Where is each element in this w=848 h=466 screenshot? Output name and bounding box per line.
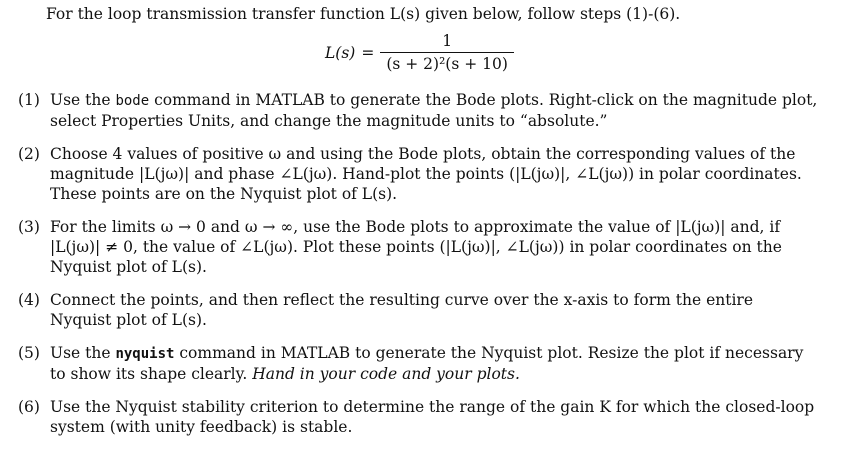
code-bode: bode (115, 93, 150, 109)
equation-fraction (380, 32, 514, 73)
step-label: (1) (18, 91, 40, 109)
equation-equals: = (361, 43, 375, 62)
step-text: Use the (50, 91, 116, 109)
step-text: Choose 4 values of positive ω and using the Bode plots, obtain the corresponding values of the magnitude |L(jω)| and phase ∠L(jω). Hand-plot the points (|L(jω)|, ∠L(jω)) in polar coordinates. These points are on the Nyquist plot of L(s). (50, 145, 802, 203)
equation-lhs: L(s) (325, 43, 356, 62)
steps-list (18, 90, 818, 450)
step-2 (18, 144, 818, 204)
step-text: For the limits ω → 0 and ω → ∞, use the Bode plots to approximate the value of |L(jω)| and, if |L(jω)| ≠ 0, the value of ∠L(jω). Plot these points (|L(jω)|, ∠L(jω)) in polar coordinates on the Nyquist plot of L(s). (50, 218, 782, 276)
step-label: (2) (18, 145, 40, 163)
transfer-function-equation (325, 32, 514, 73)
step-6 (18, 397, 818, 437)
step-label: (4) (18, 291, 40, 309)
step-label: (6) (18, 398, 40, 416)
step-4 (18, 290, 818, 330)
step-text-cont: command in MATLAB to generate the Bode plots. Right-click on the magnitude plot, select Properties Units, and change the magnitude units to “absolute.” (50, 91, 818, 130)
step-1 (18, 90, 818, 131)
intro-text: For the loop transmission transfer function L(s) given below, follow steps (1)-(6). (46, 5, 681, 23)
equation-numerator: 1 (442, 32, 453, 50)
step-label: (3) (18, 218, 40, 236)
step-text: Use the Nyquist stability criterion to determine the range of the gain K for which the closed-loop system (with unity feedback) is stable. (50, 398, 815, 436)
code-nyquist: nyquist (115, 346, 175, 362)
step-text: Use the (50, 344, 116, 362)
step-text: Connect the points, and then reflect the resulting curve over the x-axis to form the entire Nyquist plot of L(s). (50, 291, 754, 329)
step-text-cont: command in MATLAB to generate the Nyquist plot. Resize the plot if necessary to show its shape clearly. (50, 344, 804, 383)
step-3 (18, 217, 818, 277)
step-label: (5) (18, 344, 40, 362)
step-5 (18, 343, 818, 384)
equation-denominator: (s + 2)²(s + 10) (380, 52, 514, 73)
step-emphasis: Hand in your code and your plots. (252, 365, 520, 383)
